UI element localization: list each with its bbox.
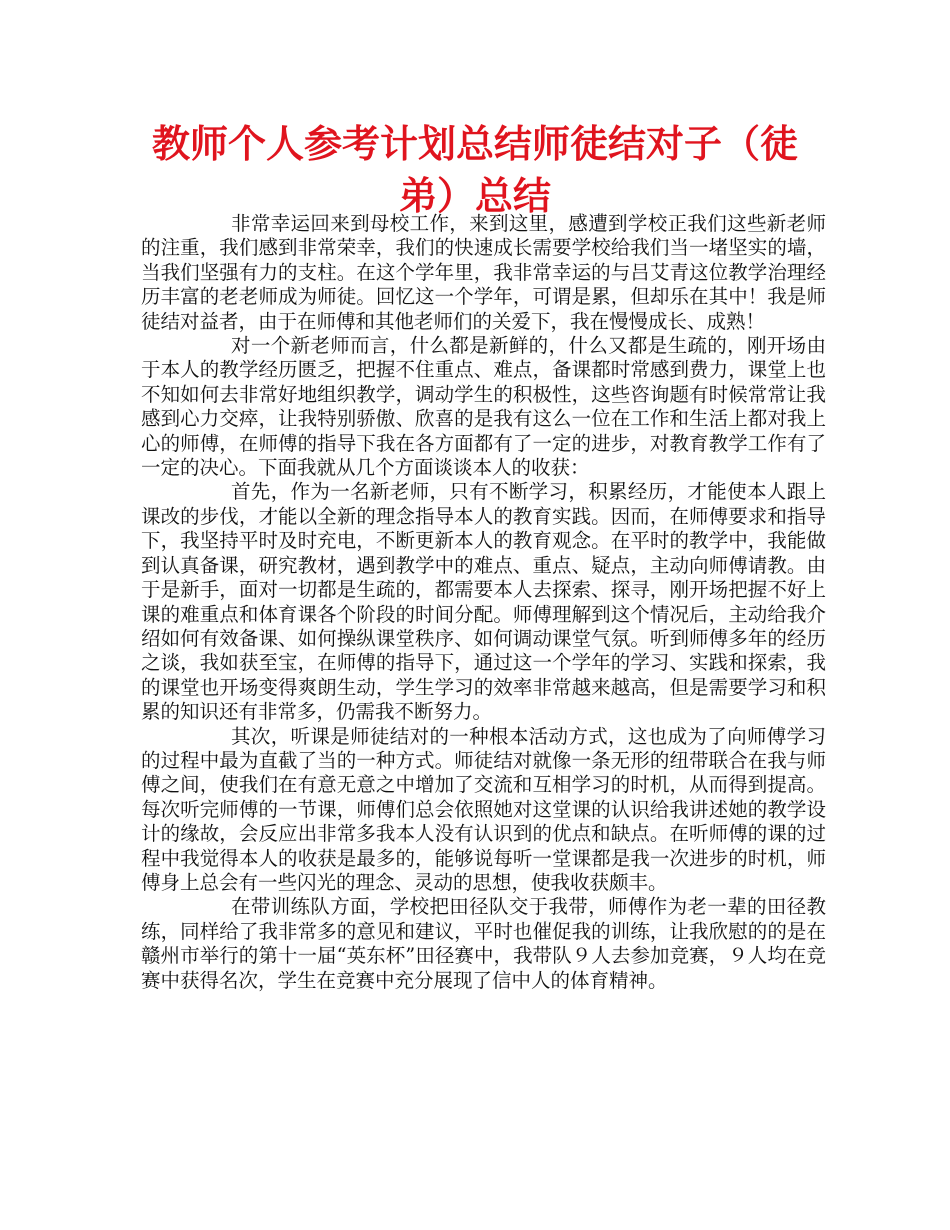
paragraph-2: 对一个新老师而言，什么都是新鲜的，什么又都是生疏的，刚开场由于本人的教学经历匮乏，把握不住重点、难点，备课都时常感到费力，课堂上也不知如何去非常好地组织教学，调动学生的积极性，这些咨询题有时候常常让我感到心力交瘁，让我特别骄傲、欣喜的是我有这么一位在工作和生活上都对我上心的师傅，在师傅的指导下我在各方面都有了一定的进步，对教育教学工作有了一定的决心。下面我就从几个方面谈谈本人的收获：: [141, 334, 826, 480]
paragraph-3: 首先，作为一名新老师，只有不断学习，积累经历，才能使本人跟上课改的步伐，才能以全新的理念指导本人的教育实践。因而，在师傅要求和指导下，我坚持平时及时充电，不断更新本人的教育观念。在平时的教学中，我能做到认真备课，研究教材，遇到教学中的难点、重点、疑点，主动向师傅请教。由于是新手，面对一切都是生疏的，都需要本人去探索、探寻，刚开场把握不好上课的难重点和体育课各个阶段的时间分配。师傅理解到这个情况后，主动给我介绍如何有效备课、如何操纵课堂秩序、如何调动课堂气氛。听到师傅多年的经历之谈，我如获至宝，在师傅的指导下，通过这一个学年的学习、实践和探索，我的课堂也开场变得爽朗生动，学生学习的效率非常越来越高，但是需要学习和积累的知识还有非常多，仍需我不断努力。: [141, 480, 826, 724]
document-body: [141, 212, 826, 993]
document-title: 教师个人参考计划总结师徒结对子（徒弟）总结: [151, 122, 798, 218]
paragraph-5: 在带训练队方面，学校把田径队交于我带，师傅作为老一辈的田径教练，同样给了我非常多的意见和建议，平时也催促我的训练，让我欣慰的的是在赣州市举行的第十一届“英东杯”田径赛中，我带队９人去参加竞赛，９人均在竞赛中获得名次，学生在竞赛中充分展现了信中人的体育精神。: [141, 895, 826, 992]
paragraph-1: 非常幸运回来到母校工作，来到这里，感遭到学校正我们这些新老师的注重，我们感到非常荣幸，我们的快速成长需要学校给我们当一堵坚实的墙，当我们坚强有力的支柱。在这个学年里，我非常幸运的与吕艾青这位教学治理经历丰富的老老师成为师徒。回忆这一个学年，可谓是累，但却乐在其中！我是师徒结对益者，由于在师傅和其他老师们的关爱下，我在慢慢成长、成熟！: [141, 212, 826, 333]
paragraph-4: 其次，听课是师徒结对的一种根本活动方式，这也成为了向师傅学习的过程中最为直截了当的一种方式。师徒结对就像一条无形的纽带联合在我与师傅之间，使我们在有意无意之中增加了交流和互相学习的时机，从而得到提高。每次听完师傅的一节课，师傅们总会依照她对这堂课的认识给我讲述她的教学设计的缘故，会反应出非常多我本人没有认识到的优点和缺点。在听师傅的课的过程中我觉得本人的收获是最多的，能够说每听一堂课都是我一次进步的时机，师傅身上总会有一些闪光的理念、灵动的思想，使我收获颇丰。: [141, 724, 826, 894]
